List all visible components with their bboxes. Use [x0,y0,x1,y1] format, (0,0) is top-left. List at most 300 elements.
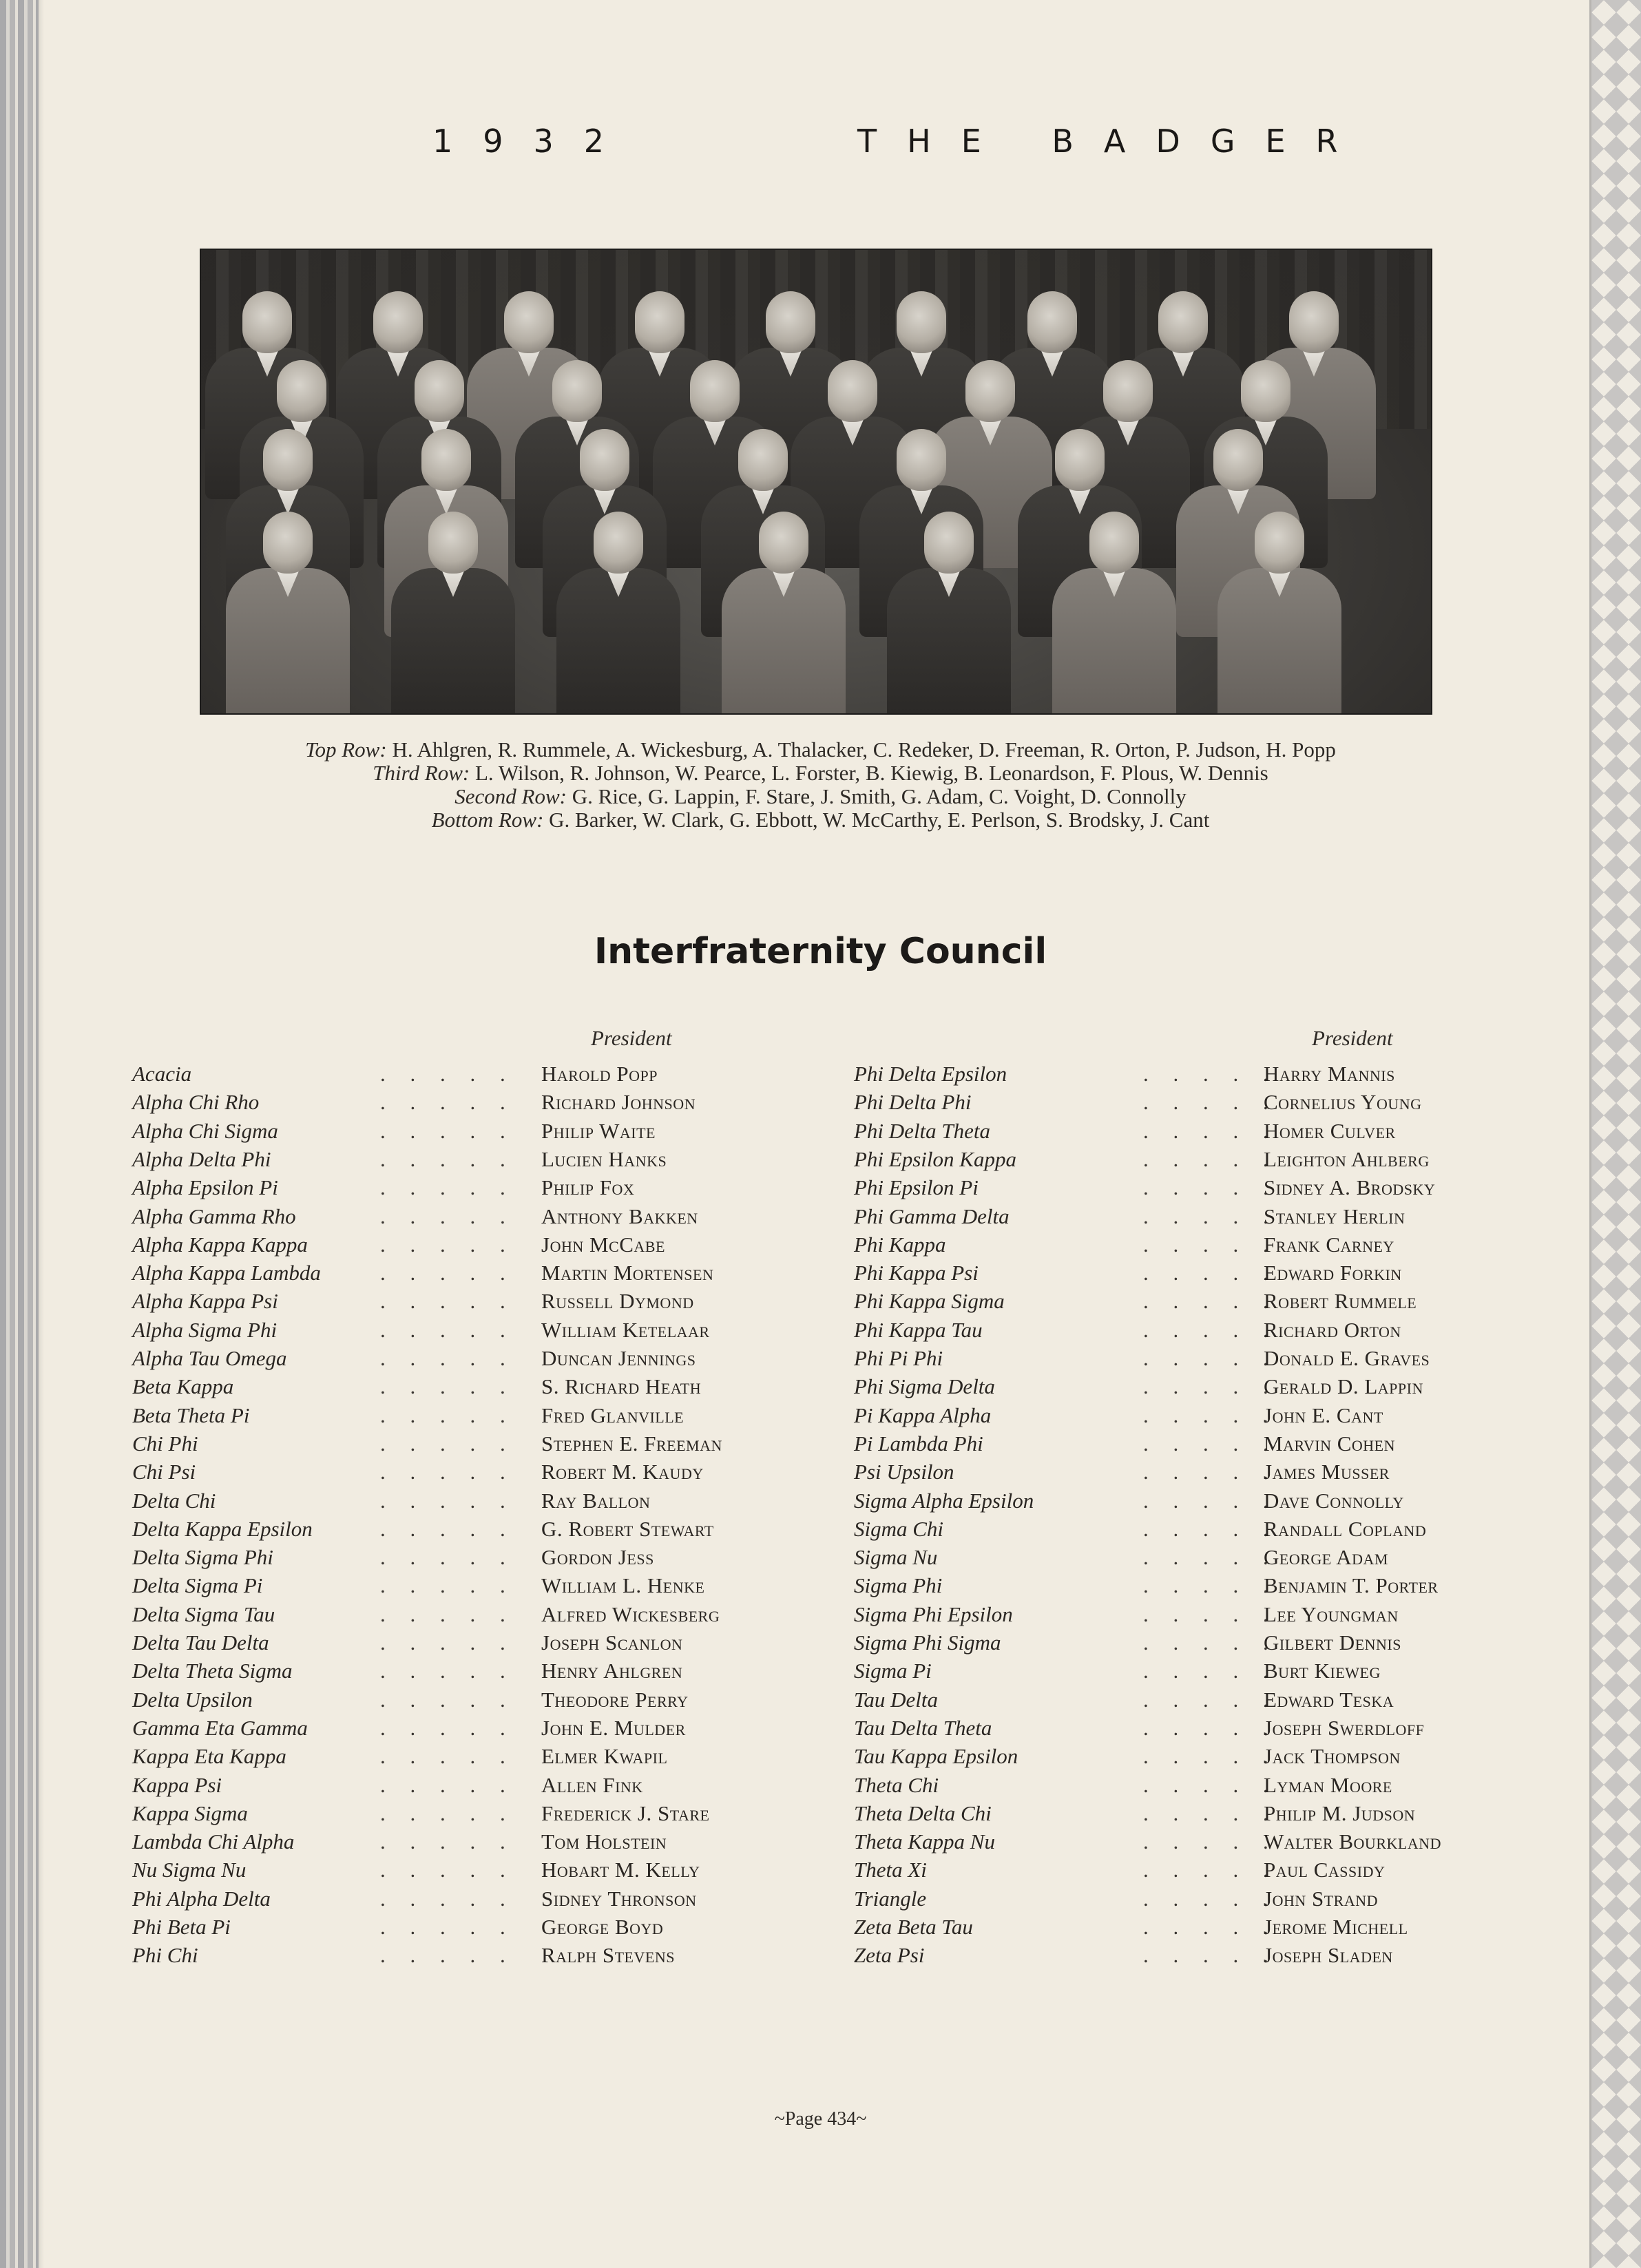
face-shape [552,360,602,422]
fraternity-name: Phi Epsilon Pi [854,1175,979,1200]
council-row [132,1773,821,1801]
president-name: Robert M. Kaudy [541,1460,704,1484]
caption-row-label: Top Row: [305,737,387,762]
fraternity-name: Acacia [132,1062,192,1086]
president-name: Leighton Ahlberg [1264,1146,1430,1171]
council-row [854,1374,1543,1403]
leader-dots: . . . . . [380,1090,515,1115]
council-row [132,1744,821,1772]
face-shape [415,360,464,422]
fraternity-name: Alpha Gamma Rho [132,1204,296,1228]
president-name: George Adam [1264,1545,1388,1570]
leader-dots: . . . . . [380,1118,515,1143]
fraternity-name: Delta Sigma Phi [132,1545,273,1570]
council-row [854,1573,1543,1602]
president-name: Harry Mannis [1264,1062,1395,1086]
council-row [132,1801,821,1829]
fraternity-name: Triangle [854,1886,927,1911]
president-name: Philip Waite [541,1118,656,1143]
leader-dots: . . . . . [380,1289,515,1314]
fraternity-name: Alpha Tau Omega [132,1346,287,1370]
fraternity-name: Delta Theta Sigma [132,1659,293,1683]
president-name: Philip Fox [541,1175,635,1200]
fraternity-name: Delta Sigma Pi [132,1573,263,1598]
council-row [132,1688,821,1716]
caption-row-label: Third Row: [373,761,470,785]
fraternity-name: Alpha Epsilon Pi [132,1175,278,1200]
face-shape [277,360,326,422]
fraternity-name: Sigma Chi [854,1516,944,1541]
fraternity-name: Phi Kappa Sigma [854,1289,1005,1314]
council-row [132,1175,821,1204]
leader-dots: . . . . . [380,1886,515,1911]
face-shape [965,360,1015,422]
leader-dots: . . . . . [380,1488,515,1513]
fraternity-name: Phi Epsilon Kappa [854,1146,1016,1171]
president-name: Marvin Cohen [1264,1431,1395,1456]
face-shape [1241,360,1290,422]
president-name: Lyman Moore [1264,1772,1392,1797]
fraternity-name: Kappa Psi [132,1772,222,1797]
fraternity-name: Phi Pi Phi [854,1346,943,1370]
leader-dots: . . . . . [380,1317,515,1342]
council-row [854,1829,1543,1858]
council-row [854,1261,1543,1289]
president-name: George Boyd [541,1915,664,1939]
president-name: Tom Holstein [541,1829,667,1854]
fraternity-name: Nu Sigma Nu [132,1858,247,1882]
fraternity-name: Delta Kappa Epsilon [132,1516,313,1541]
leader-dots: . . . . . [380,1175,515,1200]
president-name: Harold Popp [541,1062,658,1086]
left-decorative-border [0,0,39,2268]
president-name: Richard Johnson [541,1090,696,1115]
fraternity-name: Alpha Kappa Psi [132,1289,278,1314]
president-name: G. Robert Stewart [541,1516,714,1541]
leader-dots: . . . . . [380,1659,515,1683]
president-name: William Ketelaar [541,1317,710,1342]
leader-dots: . . . . . [1143,1829,1278,1854]
leader-dots: . . . . . [380,1346,515,1370]
president-name: Paul Cassidy [1264,1858,1386,1882]
header-title: THE BADGER [857,123,1368,160]
president-name: Hobart M. Kelly [541,1858,700,1882]
leader-dots: . . . . . [380,1715,515,1740]
council-row [854,1943,1543,1971]
fraternity-name: Delta Tau Delta [132,1630,269,1655]
fraternity-name: Pi Kappa Alpha [854,1403,992,1427]
president-name: Edward Teska [1264,1687,1394,1712]
leader-dots: . . . . . [1143,1516,1278,1541]
leader-dots: . . . . . [380,1374,515,1399]
president-name: Dave Connolly [1264,1488,1404,1513]
council-row [132,1716,821,1744]
leader-dots: . . . . . [1143,1772,1278,1797]
council-row [854,1630,1543,1659]
leader-dots: . . . . . [380,1460,515,1484]
leader-dots: . . . . . [1143,1374,1278,1399]
fraternity-name: Delta Upsilon [132,1687,253,1712]
leader-dots: . . . . . [380,1431,515,1456]
face-shape [594,512,643,574]
leader-dots: . . . . . [380,1687,515,1712]
face-shape [1289,291,1339,353]
council-row [132,1147,821,1175]
leader-dots: . . . . . [380,1062,515,1086]
face-shape [1027,291,1077,353]
fraternity-name: Chi Psi [132,1460,196,1484]
fraternity-name: Psi Upsilon [854,1460,954,1484]
council-row [854,1175,1543,1204]
council-row [854,1346,1543,1374]
caption-row-bottom [0,808,1641,832]
council-row [854,1915,1543,1943]
council-row [132,1289,821,1317]
caption-row-names: L. Wilson, R. Johnson, W. Pearce, L. Forster, B. Kiewig, B. Leonardson, F. Plous, W. Dennis [474,761,1268,785]
leader-dots: . . . . . [380,1573,515,1598]
president-name: Edward Forkin [1264,1261,1402,1285]
council-row [854,1403,1543,1431]
fraternity-name: Phi Delta Phi [854,1090,972,1115]
council-row [132,1261,821,1289]
group-photo [200,249,1432,715]
face-shape [1158,291,1208,353]
leader-dots: . . . . . [1143,1800,1278,1825]
leader-dots: . . . . . [380,1915,515,1939]
fraternity-name: Alpha Sigma Phi [132,1317,278,1342]
council-row [854,1489,1543,1517]
fraternity-name: Phi Kappa Tau [854,1317,983,1342]
council-row [132,1090,821,1118]
face-shape [421,429,471,491]
fraternity-name: Pi Lambda Phi [854,1431,983,1456]
president-name: James Musser [1264,1460,1390,1484]
caption-row-names: G. Rice, G. Lappin, F. Stare, J. Smith, G. Adam, C. Voight, D. Connolly [572,784,1187,808]
leader-dots: . . . . . [1143,1858,1278,1882]
leader-dots: . . . . . [380,1829,515,1854]
president-name: Henry Ahlgren [541,1659,683,1683]
caption-row-names: G. Barker, W. Clark, G. Ebbott, W. McCarthy, E. Perlson, S. Brodsky, J. Cant [549,808,1210,832]
council-row [132,1943,821,1971]
right-decorative-border [1589,0,1641,2268]
face-shape [924,512,974,574]
fraternity-name: Sigma Phi Sigma [854,1630,1001,1655]
president-name: Robert Rummele [1264,1289,1417,1314]
president-name: Burt Kieweg [1264,1659,1381,1683]
president-name: Gordon Jess [541,1545,654,1570]
caption-row-top [0,738,1641,762]
council-row [132,1232,821,1261]
president-name: Joseph Swerdloff [1264,1715,1425,1740]
leader-dots: . . . . . [1143,1460,1278,1484]
council-row [132,1517,821,1545]
council-row [854,1602,1543,1630]
council-row [854,1517,1543,1545]
president-name: Homer Culver [1264,1118,1396,1143]
leader-dots: . . . . . [380,1204,515,1228]
face-shape [263,429,313,491]
president-name: Gerald D. Lappin [1264,1374,1423,1399]
caption-row-third [0,762,1641,785]
council-row [132,1318,821,1346]
president-name: Anthony Bakken [541,1204,698,1228]
header-year: 1932 [432,123,635,160]
council-row [854,1147,1543,1175]
leader-dots: . . . . . [1143,1118,1278,1143]
leader-dots: . . . . . [1143,1886,1278,1911]
president-name: Gilbert Dennis [1264,1630,1401,1655]
council-row [854,1232,1543,1261]
council-row [854,1716,1543,1744]
council-row [854,1062,1543,1090]
fraternity-name: Sigma Phi [854,1573,943,1598]
council-row [132,1545,821,1573]
council-row [854,1431,1543,1460]
leader-dots: . . . . . [1143,1261,1278,1285]
face-shape [766,291,815,353]
fraternity-name: Beta Kappa [132,1374,234,1399]
leader-dots: . . . . . [380,1943,515,1968]
face-shape [690,360,740,422]
fraternity-name: Theta Xi [854,1858,927,1882]
president-name: Russell Dymond [541,1289,694,1314]
council-row [854,1688,1543,1716]
fraternity-name: Alpha Kappa Kappa [132,1232,308,1257]
leader-dots: . . . . . [1143,1346,1278,1370]
council-row [132,1915,821,1943]
face-shape [897,291,946,353]
president-name: Randall Copland [1264,1516,1427,1541]
fraternity-name: Phi Kappa Psi [854,1261,979,1285]
leader-dots: . . . . . [1143,1545,1278,1570]
face-shape [428,512,478,574]
president-name: Joseph Sladen [1264,1943,1393,1968]
caption-row-second [0,785,1641,808]
fraternity-name: Sigma Phi Epsilon [854,1602,1013,1626]
council-row [132,1374,821,1403]
council-row [854,1460,1543,1488]
fraternity-name: Phi Alpha Delta [132,1886,271,1911]
president-name: William L. Henke [541,1573,705,1598]
council-row [854,1801,1543,1829]
president-name: John McCabe [541,1232,665,1257]
leader-dots: . . . . . [1143,1943,1278,1968]
fraternity-name: Chi Phi [132,1431,198,1456]
fraternity-name: Lambda Chi Alpha [132,1829,295,1854]
fraternity-name: Alpha Delta Phi [132,1146,271,1171]
leader-dots: . . . . . [1143,1175,1278,1200]
leader-dots: . . . . . [1143,1204,1278,1228]
fraternity-name: Delta Sigma Tau [132,1602,275,1626]
leader-dots: . . . . . [380,1744,515,1769]
leader-dots: . . . . . [1143,1232,1278,1257]
fraternity-name: Phi Sigma Delta [854,1374,995,1399]
council-row [132,1659,821,1687]
council-row [132,1119,821,1147]
president-name: Martin Mortensen [541,1261,714,1285]
council-row [854,1119,1543,1147]
leader-dots: . . . . . [1143,1403,1278,1427]
leader-dots: . . . . . [380,1800,515,1825]
leader-dots: . . . . . [380,1146,515,1171]
fraternity-name: Tau Kappa Epsilon [854,1744,1018,1769]
fraternity-name: Alpha Kappa Lambda [132,1261,321,1285]
president-name: Stanley Herlin [1264,1204,1405,1228]
fraternity-name: Alpha Chi Rho [132,1090,260,1115]
fraternity-name: Sigma Pi [854,1659,932,1683]
fraternity-name: Phi Delta Epsilon [854,1062,1007,1086]
leader-dots: . . . . . [380,1858,515,1882]
leader-dots: . . . . . [1143,1687,1278,1712]
president-name: Duncan Jennings [541,1346,696,1370]
council-row [132,1573,821,1602]
caption-row-label: Bottom Row: [431,808,544,832]
president-column-header: President [591,1026,672,1050]
face-shape [635,291,684,353]
president-name: Ralph Stevens [541,1943,675,1968]
face-shape [580,429,629,491]
president-name: John E. Mulder [541,1715,686,1740]
fraternity-name: Tau Delta [854,1687,939,1712]
leader-dots: . . . . . [1143,1659,1278,1683]
president-name: Joseph Scanlon [541,1630,683,1655]
president-name: Alfred Wickesberg [541,1602,720,1626]
council-row [132,1829,821,1858]
face-shape [1255,512,1304,574]
leader-dots: . . . . . [380,1772,515,1797]
president-name: Sidney Thronson [541,1886,697,1911]
fraternity-name: Phi Gamma Delta [854,1204,1010,1228]
fraternity-name: Gamma Eta Gamma [132,1715,308,1740]
council-row [132,1460,821,1488]
president-name: Allen Fink [541,1772,643,1797]
council-row [854,1858,1543,1886]
president-name: Sidney A. Brodsky [1264,1175,1436,1200]
council-row [854,1659,1543,1687]
face-shape [828,360,877,422]
council-row [854,1773,1543,1801]
leader-dots: . . . . . [1143,1317,1278,1342]
fraternity-name: Sigma Nu [854,1545,938,1570]
fraternity-name: Beta Theta Pi [132,1403,250,1427]
council-row [854,1318,1543,1346]
council-row [132,1204,821,1232]
president-name: Walter Bourkland [1264,1829,1441,1854]
president-name: Donald E. Graves [1264,1346,1430,1370]
leader-dots: . . . . . [380,1630,515,1655]
president-name: Jerome Michell [1264,1915,1408,1939]
face-shape [263,512,313,574]
fraternity-name: Phi Beta Pi [132,1915,231,1939]
leader-dots: . . . . . [1143,1715,1278,1740]
page-header [0,123,1641,171]
face-shape [1089,512,1139,574]
fraternity-name: Kappa Eta Kappa [132,1744,286,1769]
caption-row-label: Second Row: [454,784,567,808]
president-name: Fred Glanville [541,1403,684,1427]
leader-dots: . . . . . [380,1602,515,1626]
fraternity-name: Phi Delta Theta [854,1118,991,1143]
council-row [132,1489,821,1517]
leader-dots: . . . . . [1143,1431,1278,1456]
leader-dots: . . . . . [1143,1488,1278,1513]
president-name: Benjamin T. Porter [1264,1573,1439,1598]
president-name: Theodore Perry [541,1687,689,1712]
face-shape [759,512,808,574]
caption-row-names: H. Ahlgren, R. Rummele, A. Wickesburg, A. Thalacker, C. Redeker, D. Freeman, R. Orton, P. Judson, H. Popp [392,737,1336,762]
face-shape [1103,360,1153,422]
leader-dots: . . . . . [1143,1630,1278,1655]
president-name: Lee Youngman [1264,1602,1399,1626]
fraternity-name: Zeta Psi [854,1943,925,1968]
leader-dots: . . . . . [1143,1602,1278,1626]
fraternity-name: Theta Kappa Nu [854,1829,995,1854]
council-row [854,1204,1543,1232]
council-row [132,1403,821,1431]
face-shape [897,429,946,491]
council-row [132,1602,821,1630]
face-shape [1213,429,1263,491]
president-name: Frank Carney [1264,1232,1394,1257]
president-column-header: President [1312,1026,1393,1050]
president-name: Stephen E. Freeman [541,1431,722,1456]
council-row [132,1630,821,1659]
president-name: Cornelius Young [1264,1090,1422,1115]
fraternity-name: Theta Chi [854,1772,939,1797]
leader-dots: . . . . . [380,1403,515,1427]
fraternity-name: Zeta Beta Tau [854,1915,973,1939]
face-shape [738,429,788,491]
leader-dots: . . . . . [380,1232,515,1257]
leader-dots: . . . . . [1143,1146,1278,1171]
leader-dots: . . . . . [380,1261,515,1285]
leader-dots: . . . . . [1143,1090,1278,1115]
council-row [132,1062,821,1090]
fraternity-name: Theta Delta Chi [854,1800,992,1825]
leader-dots: . . . . . [1143,1915,1278,1939]
president-name: S. Richard Heath [541,1374,702,1399]
fraternity-name: Phi Kappa [854,1232,946,1257]
page-number: ~Page 434~ [774,2108,867,2130]
president-name: Ray Ballon [541,1488,651,1513]
leader-dots: . . . . . [1143,1289,1278,1314]
president-name: Jack Thompson [1264,1744,1401,1769]
leader-dots: . . . . . [380,1516,515,1541]
leader-dots: . . . . . [1143,1062,1278,1086]
fraternity-name: Tau Delta Theta [854,1715,992,1740]
president-name: Elmer Kwapil [541,1744,668,1769]
fraternity-name: Delta Chi [132,1488,216,1513]
leader-dots: . . . . . [1143,1744,1278,1769]
president-name: Philip M. Judson [1264,1800,1416,1825]
photo-caption [0,738,1641,832]
face-shape [242,291,292,353]
fraternity-name: Alpha Chi Sigma [132,1118,278,1143]
president-name: Frederick J. Stare [541,1800,710,1825]
council-row [854,1545,1543,1573]
council-row [132,1887,821,1915]
council-row [854,1289,1543,1317]
council-row [854,1090,1543,1118]
council-row [854,1887,1543,1915]
president-name: John E. Cant [1264,1403,1383,1427]
council-row [132,1431,821,1460]
council-row [132,1858,821,1886]
council-row [854,1744,1543,1772]
council-row [132,1346,821,1374]
president-name: Richard Orton [1264,1317,1401,1342]
face-shape [504,291,554,353]
